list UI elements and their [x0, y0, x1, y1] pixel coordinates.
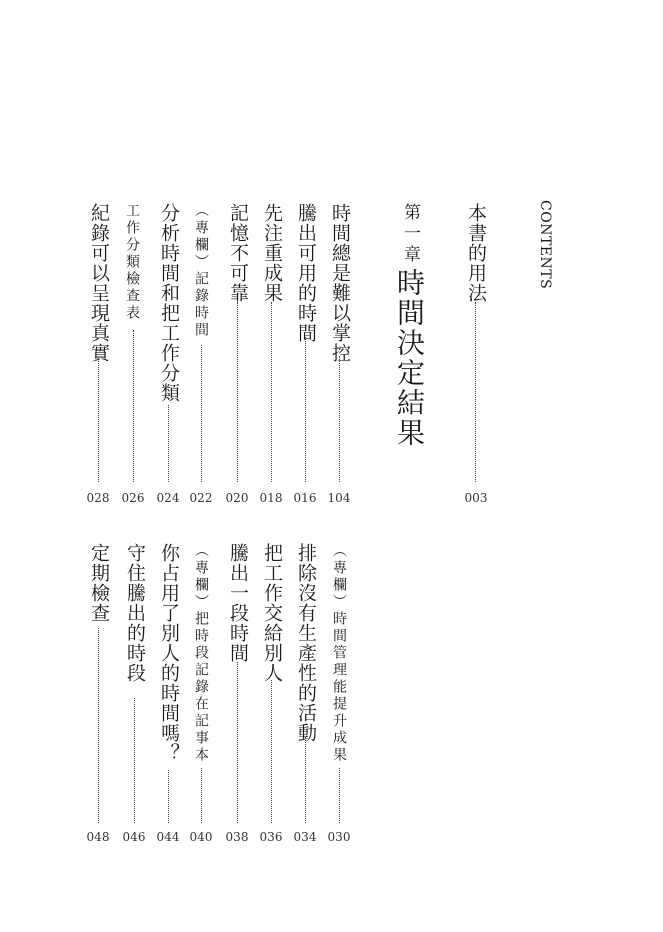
page-number: 048 [86, 830, 110, 844]
entry-title: 先注重成果 [261, 203, 283, 303]
entry-title: 定期檢查 [88, 543, 110, 623]
page-number: 046 [122, 830, 146, 844]
leader-dots [134, 698, 135, 823]
leader-dots [271, 302, 272, 482]
leader-dots [168, 770, 169, 823]
entry-title: 分析時間和把工作分類 [158, 203, 180, 403]
page-number: 003 [464, 491, 488, 505]
leader-dots [168, 405, 169, 482]
entry-title: 騰出一段時間 [227, 543, 249, 663]
entry-title: 記憶不可靠 [227, 203, 249, 303]
page-number: 028 [86, 491, 110, 505]
page-number: 034 [293, 830, 317, 844]
entry-title: （專欄）記錄時間 [193, 203, 209, 339]
leader-dots [305, 737, 306, 823]
page-number: 026 [121, 491, 145, 505]
leader-dots [475, 302, 476, 482]
page-number: 104 [327, 491, 351, 505]
page-number: 044 [156, 830, 180, 844]
page-number: 036 [259, 830, 283, 844]
chapter-title: 時間決定結果 [393, 268, 426, 448]
page-number: 016 [293, 491, 317, 505]
leader-dots [305, 337, 306, 482]
chapter-number: 第一章 [400, 203, 420, 266]
page-number: 022 [189, 491, 213, 505]
page-number: 024 [156, 491, 180, 505]
leader-dots [339, 768, 340, 823]
page-number: 040 [189, 830, 213, 844]
leader-dots [98, 628, 99, 823]
leader-dots [133, 330, 134, 482]
entry-title: （專欄）把時段記錄在記事本 [193, 543, 209, 764]
entry-title: （專欄）時間管理能提升成果 [331, 543, 347, 764]
leader-dots [237, 302, 238, 482]
leader-dots [98, 358, 99, 482]
leader-dots [271, 680, 272, 823]
entry-title: 你占用了別人的時間嗎？ [158, 543, 180, 763]
entry-title: 把工作交給別人 [261, 543, 283, 683]
entry-title: 時間總是難以掌控 [329, 203, 351, 363]
page-number: 030 [327, 830, 351, 844]
leader-dots [339, 356, 340, 482]
entry-title: 本書的用法 [465, 203, 487, 303]
page-number: 038 [225, 830, 249, 844]
entry-title: 紀錄可以呈現真實 [88, 203, 110, 363]
entry-title: 工作分類檢查表 [124, 203, 140, 322]
entry-title: 排除沒有生產性的活動 [295, 543, 317, 743]
entry-title: 騰出可用的時間 [295, 203, 317, 343]
entry-title: 守住騰出的時段 [124, 543, 146, 683]
contents-label: CONTENTS [537, 200, 553, 290]
leader-dots [201, 345, 202, 482]
page-number: 018 [259, 491, 283, 505]
leader-dots [237, 662, 238, 823]
page-number: 020 [225, 491, 249, 505]
leader-dots [201, 768, 202, 823]
